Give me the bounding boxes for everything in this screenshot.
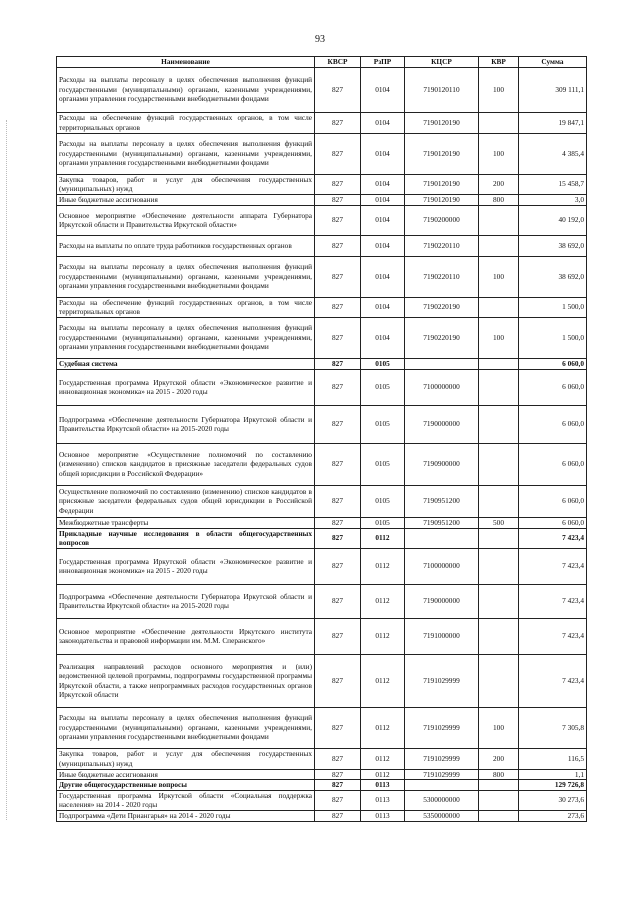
cell-name: Подпрограмма «Обеспечение деятельности Губернатора Иркутской области и Правительства Иркутской области» на 2015-2020 годы [57, 405, 315, 443]
cell-sum: 40 192,0 [519, 205, 587, 235]
cell-kvsr: 827 [315, 297, 361, 317]
cell-kvsr: 827 [315, 405, 361, 443]
cell-name: Межбюджетные трансферты [57, 517, 315, 528]
cell-kcsr: 7190220190 [405, 317, 479, 358]
cell-sum: 273,6 [519, 810, 587, 821]
cell-rzpr: 0113 [361, 810, 405, 821]
cell-sum: 6 060,0 [519, 485, 587, 517]
cell-kvr [479, 528, 519, 548]
cell-kcsr: 7191029999 [405, 707, 479, 748]
cell-kcsr: 7190951200 [405, 517, 479, 528]
cell-kcsr: 7190120190 [405, 194, 479, 205]
cell-kcsr: 7190220110 [405, 256, 479, 297]
cell-kvsr: 827 [315, 780, 361, 791]
cell-rzpr: 0104 [361, 133, 405, 174]
cell-name: Расходы на выплаты персоналу в целях обеспечения выполнения функций государственными (муниципальными) органами, казенными учреждениями, органами управления государственными внебюджетными фондами [57, 707, 315, 748]
cell-kvsr: 827 [315, 810, 361, 821]
cell-kcsr [405, 358, 479, 369]
cell-sum: 3,0 [519, 194, 587, 205]
cell-name: Расходы на обеспечение функций государственных органов, в том числе территориальных органов [57, 297, 315, 317]
cell-kcsr: 7190200000 [405, 205, 479, 235]
table-row [57, 654, 587, 707]
scan-edge-dots [6, 120, 9, 820]
cell-name: Подпрограмма «Дети Приангарья» на 2014 - 2020 годы [57, 810, 315, 821]
cell-kvr [479, 443, 519, 485]
cell-name: Расходы на выплаты по оплате труда работников государственных органов [57, 235, 315, 256]
cell-rzpr: 0112 [361, 584, 405, 618]
table-row [57, 528, 587, 548]
cell-kvr: 500 [479, 517, 519, 528]
cell-rzpr: 0104 [361, 256, 405, 297]
cell-name: Основное мероприятие «Осуществление полномочий по составлению (изменению) списков кандидатов в присяжные заседатели федеральных судов общей юрисдикции в Российской Федерации» [57, 443, 315, 485]
cell-kvr: 800 [479, 769, 519, 780]
cell-rzpr: 0105 [361, 485, 405, 517]
cell-kvr: 200 [479, 174, 519, 194]
table-row [57, 133, 587, 174]
cell-kcsr: 7190000000 [405, 405, 479, 443]
cell-sum: 6 060,0 [519, 405, 587, 443]
cell-kvsr: 827 [315, 618, 361, 654]
cell-rzpr: 0104 [361, 205, 405, 235]
cell-kvsr: 827 [315, 358, 361, 369]
cell-kvr [479, 358, 519, 369]
cell-kvsr: 827 [315, 517, 361, 528]
table-row [57, 618, 587, 654]
cell-sum: 309 111,1 [519, 67, 587, 112]
cell-kvr [479, 297, 519, 317]
cell-name: Осуществление полномочий по составлению (изменению) списков кандидатов в присяжные заседатели федеральных судов общей юрисдикции в Российской Федерации [57, 485, 315, 517]
cell-kcsr: 7191029999 [405, 748, 479, 769]
table-row [57, 517, 587, 528]
cell-sum: 7 423,4 [519, 528, 587, 548]
table-row [57, 769, 587, 780]
cell-kvsr: 827 [315, 174, 361, 194]
cell-kcsr: 5350000000 [405, 810, 479, 821]
cell-rzpr: 0104 [361, 67, 405, 112]
cell-kcsr: 7191029999 [405, 769, 479, 780]
cell-kvsr: 827 [315, 790, 361, 810]
table-row [57, 174, 587, 194]
cell-rzpr: 0104 [361, 235, 405, 256]
header-name: Наименование [57, 57, 315, 68]
cell-kcsr: 7190220110 [405, 235, 479, 256]
cell-rzpr: 0104 [361, 194, 405, 205]
cell-sum: 6 060,0 [519, 358, 587, 369]
cell-name: Государственная программа Иркутской области «Экономическое развитие и инновационная экономика» на 2015 - 2020 годы [57, 548, 315, 584]
cell-kcsr: 7190120190 [405, 112, 479, 133]
cell-rzpr: 0105 [361, 517, 405, 528]
cell-name: Закупка товаров, работ и услуг для обеспечения государственных (муниципальных) нужд [57, 174, 315, 194]
cell-kvsr: 827 [315, 235, 361, 256]
cell-name: Реализация направлений расходов основного мероприятия и (или) ведомственной целевой программы, подпрограммы государственной программы Иркутской области, а также непрограммных расходов государственных органов Иркутской области [57, 654, 315, 707]
cell-sum: 6 060,0 [519, 443, 587, 485]
cell-name: Расходы на обеспечение функций государственных органов, в том числе территориальных органов [57, 112, 315, 133]
cell-kvr: 100 [479, 67, 519, 112]
cell-sum: 1,1 [519, 769, 587, 780]
cell-kcsr: 7191029999 [405, 654, 479, 707]
cell-kvsr: 827 [315, 485, 361, 517]
cell-kvr [479, 810, 519, 821]
cell-kvsr: 827 [315, 548, 361, 584]
cell-rzpr: 0112 [361, 618, 405, 654]
table-row [57, 317, 587, 358]
cell-name: Прикладные научные исследования в области общегосударственных вопросов [57, 528, 315, 548]
table-row [57, 369, 587, 405]
cell-kvr: 100 [479, 256, 519, 297]
cell-sum: 15 458,7 [519, 174, 587, 194]
header-rzpr: РзПР [361, 57, 405, 68]
cell-kvr [479, 584, 519, 618]
table-row [57, 256, 587, 297]
cell-name: Судебная система [57, 358, 315, 369]
cell-rzpr: 0112 [361, 748, 405, 769]
cell-name: Закупка товаров, работ и услуг для обеспечения государственных (муниципальных) нужд [57, 748, 315, 769]
cell-sum: 1 500,0 [519, 317, 587, 358]
table-row [57, 707, 587, 748]
cell-rzpr: 0113 [361, 780, 405, 791]
cell-kcsr: 7100000000 [405, 548, 479, 584]
cell-name: Государственная программа Иркутской области «Экономическое развитие и инновационная экономика» на 2015 - 2020 годы [57, 369, 315, 405]
cell-kvr [479, 790, 519, 810]
cell-kvsr: 827 [315, 194, 361, 205]
table-row [57, 584, 587, 618]
cell-kvsr: 827 [315, 584, 361, 618]
cell-sum: 6 060,0 [519, 517, 587, 528]
cell-kvsr: 827 [315, 256, 361, 297]
table-row [57, 194, 587, 205]
cell-name: Основное мероприятие «Обеспечение деятельности Иркутского института законодательства и правовой информации им. М.М. Сперанского» [57, 618, 315, 654]
cell-kvr [479, 780, 519, 791]
cell-name: Другие общегосударственные вопросы [57, 780, 315, 791]
cell-sum: 38 692,0 [519, 235, 587, 256]
cell-kcsr: 7190120110 [405, 67, 479, 112]
cell-rzpr: 0112 [361, 707, 405, 748]
cell-kvr: 800 [479, 194, 519, 205]
cell-kvr [479, 205, 519, 235]
cell-rzpr: 0113 [361, 790, 405, 810]
table-row [57, 548, 587, 584]
cell-rzpr: 0105 [361, 405, 405, 443]
cell-kcsr: 7190000000 [405, 584, 479, 618]
budget-table [56, 56, 587, 822]
cell-kvsr: 827 [315, 317, 361, 358]
cell-kvr [479, 405, 519, 443]
cell-kvr: 200 [479, 748, 519, 769]
cell-kvsr: 827 [315, 769, 361, 780]
cell-kcsr: 7100000000 [405, 369, 479, 405]
table-row [57, 67, 587, 112]
cell-rzpr: 0112 [361, 654, 405, 707]
cell-rzpr: 0112 [361, 769, 405, 780]
cell-rzpr: 0105 [361, 443, 405, 485]
cell-sum: 7 423,4 [519, 618, 587, 654]
cell-kcsr: 7190900000 [405, 443, 479, 485]
cell-kcsr: 7191000000 [405, 618, 479, 654]
cell-kvr [479, 485, 519, 517]
cell-kvr [479, 654, 519, 707]
cell-kvr [479, 618, 519, 654]
cell-name: Государственная программа Иркутской области «Социальная поддержка населения» на 2014 - 2020 годы [57, 790, 315, 810]
header-sum: Сумма [519, 57, 587, 68]
cell-sum: 4 385,4 [519, 133, 587, 174]
cell-kvr [479, 548, 519, 584]
cell-sum: 38 692,0 [519, 256, 587, 297]
cell-rzpr: 0104 [361, 317, 405, 358]
cell-sum: 7 423,4 [519, 548, 587, 584]
cell-sum: 116,5 [519, 748, 587, 769]
cell-kvr: 100 [479, 707, 519, 748]
cell-kvsr: 827 [315, 748, 361, 769]
table-row [57, 112, 587, 133]
cell-kvsr: 827 [315, 528, 361, 548]
cell-sum: 129 726,8 [519, 780, 587, 791]
cell-kcsr [405, 528, 479, 548]
table-row [57, 780, 587, 791]
cell-name: Расходы на выплаты персоналу в целях обеспечения выполнения функций государственными (муниципальными) органами, казенными учреждениями, органами управления государственными внебюджетными фондами [57, 317, 315, 358]
cell-kcsr [405, 780, 479, 791]
cell-kvsr: 827 [315, 133, 361, 174]
page-number: 93 [315, 34, 325, 45]
cell-kcsr: 7190220190 [405, 297, 479, 317]
cell-name: Расходы на выплаты персоналу в целях обеспечения выполнения функций государственными (муниципальными) органами, казенными учреждениями, органами управления государственными внебюджетными фондами [57, 256, 315, 297]
cell-rzpr: 0104 [361, 297, 405, 317]
table-row [57, 443, 587, 485]
table-row [57, 235, 587, 256]
table-row [57, 405, 587, 443]
table-row [57, 485, 587, 517]
cell-sum: 7 423,4 [519, 654, 587, 707]
table-row [57, 297, 587, 317]
header-kvsr: КВСР [315, 57, 361, 68]
cell-name: Иные бюджетные ассигнования [57, 194, 315, 205]
cell-sum: 19 847,1 [519, 112, 587, 133]
cell-rzpr: 0104 [361, 112, 405, 133]
cell-kvsr: 827 [315, 67, 361, 112]
cell-sum: 6 060,0 [519, 369, 587, 405]
cell-sum: 1 500,0 [519, 297, 587, 317]
cell-kvsr: 827 [315, 112, 361, 133]
table-row [57, 205, 587, 235]
cell-name: Подпрограмма «Обеспечение деятельности Губернатора Иркутской области и Правительства Иркутской области» на 2015-2020 годы [57, 584, 315, 618]
cell-kcsr: 5300000000 [405, 790, 479, 810]
cell-kcsr: 7190120190 [405, 174, 479, 194]
cell-sum: 7 305,8 [519, 707, 587, 748]
cell-kvsr: 827 [315, 205, 361, 235]
cell-rzpr: 0104 [361, 174, 405, 194]
cell-kvr [479, 235, 519, 256]
cell-kvsr: 827 [315, 707, 361, 748]
cell-name: Расходы на выплаты персоналу в целях обеспечения выполнения функций государственными (муниципальными) органами, казенными учреждениями, органами управления государственными внебюджетными фондами [57, 133, 315, 174]
cell-rzpr: 0105 [361, 369, 405, 405]
cell-kvsr: 827 [315, 369, 361, 405]
cell-kcsr: 7190951200 [405, 485, 479, 517]
cell-kvr [479, 369, 519, 405]
cell-kcsr: 7190120190 [405, 133, 479, 174]
table-row [57, 748, 587, 769]
header-kcsr: КЦСР [405, 57, 479, 68]
table-header-row [57, 57, 587, 68]
cell-name: Иные бюджетные ассигнования [57, 769, 315, 780]
table-row [57, 790, 587, 810]
table-row [57, 358, 587, 369]
cell-sum: 7 423,4 [519, 584, 587, 618]
cell-name: Расходы на выплаты персоналу в целях обеспечения выполнения функций государственными (муниципальными) органами, казенными учреждениями, органами управления государственными внебюджетными фондами [57, 67, 315, 112]
cell-rzpr: 0112 [361, 548, 405, 584]
cell-rzpr: 0105 [361, 358, 405, 369]
header-kvr: КВР [479, 57, 519, 68]
cell-kvsr: 827 [315, 443, 361, 485]
table-row [57, 810, 587, 821]
cell-kvsr: 827 [315, 654, 361, 707]
cell-kvr: 100 [479, 133, 519, 174]
cell-sum: 30 273,6 [519, 790, 587, 810]
cell-kvr: 100 [479, 317, 519, 358]
cell-kvr [479, 112, 519, 133]
cell-name: Основное мероприятие «Обеспечение деятельности аппарата Губернатора Иркутской области и Правительства Иркутской области» [57, 205, 315, 235]
cell-rzpr: 0112 [361, 528, 405, 548]
